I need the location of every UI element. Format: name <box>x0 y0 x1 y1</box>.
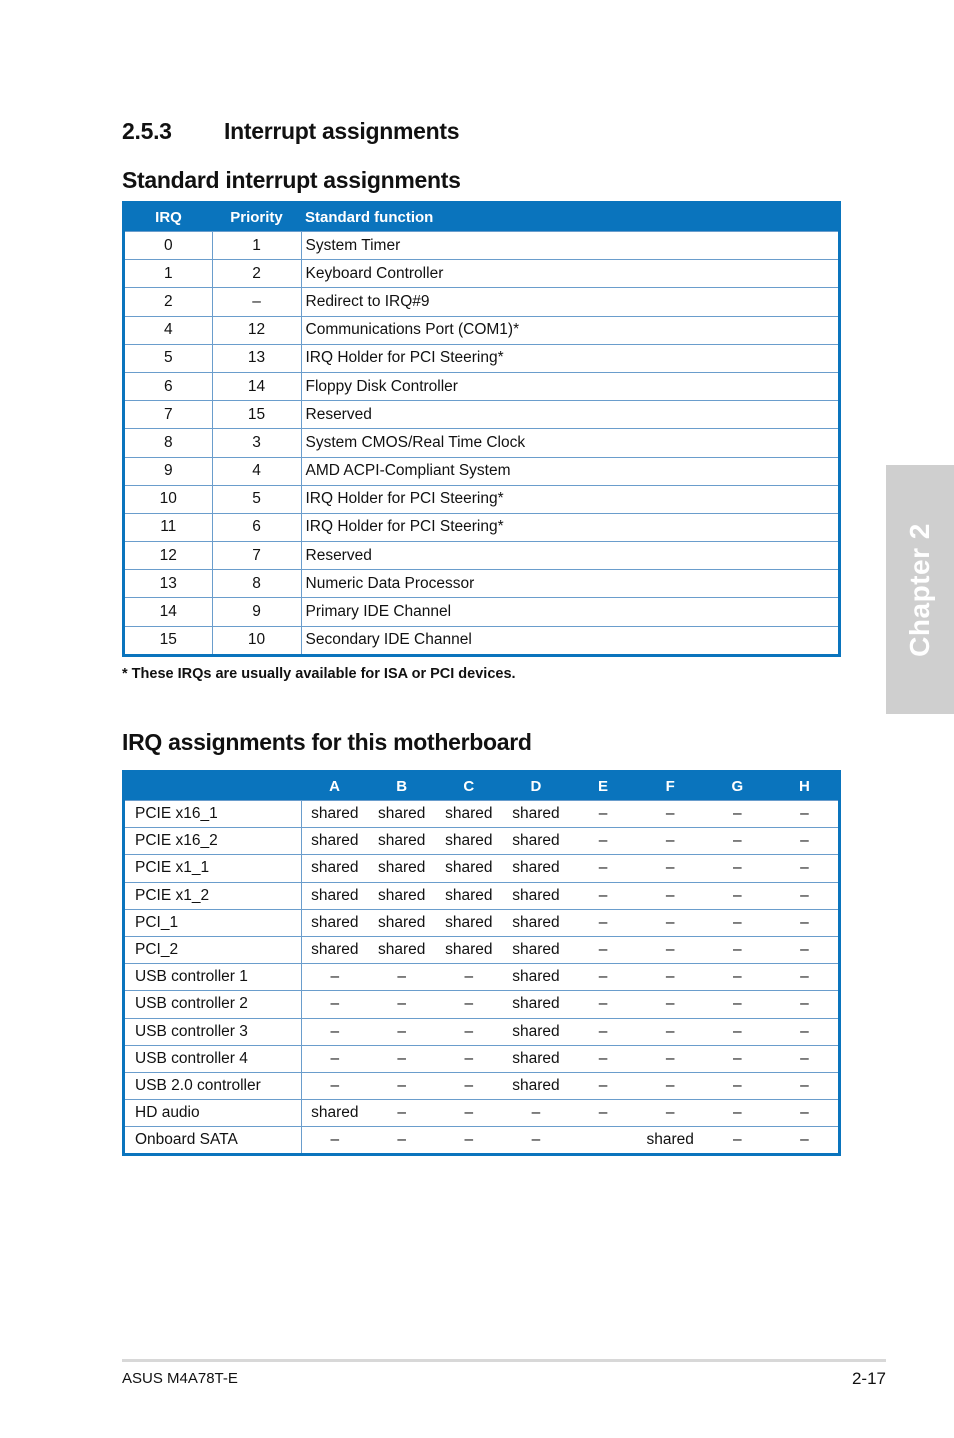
irq-value-cell: – <box>570 1045 637 1072</box>
irq-value-cell: shared <box>368 801 435 828</box>
irq-value-cell: shared <box>637 1127 704 1154</box>
irq-value-cell: – <box>502 1100 569 1127</box>
irq-value-cell: – <box>570 801 637 828</box>
header-col-a: A <box>301 773 368 801</box>
irq-value-cell: shared <box>502 991 569 1018</box>
irq-value-cell: – <box>771 855 838 882</box>
table-row <box>125 542 838 570</box>
device-cell: PCIE x1_2 <box>125 882 301 909</box>
irq-value-cell: shared <box>502 828 569 855</box>
irq-value-cell: – <box>435 991 502 1018</box>
priority-cell: – <box>212 288 301 316</box>
irq-value-cell: – <box>570 1072 637 1099</box>
section-title: Interrupt assignments <box>224 118 460 144</box>
table-row <box>125 344 838 372</box>
device-cell: PCIE x16_2 <box>125 828 301 855</box>
irq-cell: 12 <box>125 542 212 570</box>
table-row <box>125 991 838 1018</box>
motherboard-heading: IRQ assignments for this motherboard <box>122 729 532 755</box>
device-cell: HD audio <box>125 1100 301 1127</box>
device-cell: USB 2.0 controller <box>125 1072 301 1099</box>
table-row <box>125 882 838 909</box>
section-heading <box>122 118 459 145</box>
device-cell: PCI_2 <box>125 936 301 963</box>
priority-cell: 7 <box>212 542 301 570</box>
header-col-b: B <box>368 773 435 801</box>
irq-value-cell: – <box>637 936 704 963</box>
irq-value-cell: shared <box>368 882 435 909</box>
table-row <box>125 626 838 654</box>
table-row <box>125 372 838 400</box>
irq-value-cell: shared <box>368 936 435 963</box>
irq-cell: 7 <box>125 401 212 429</box>
header-col-h: H <box>771 773 838 801</box>
irq-value-cell: – <box>771 936 838 963</box>
irq-value-cell: shared <box>435 855 502 882</box>
priority-cell: 1 <box>212 232 301 260</box>
irq-value-cell: shared <box>502 1045 569 1072</box>
priority-cell: 8 <box>212 570 301 598</box>
table-row <box>125 828 838 855</box>
device-cell: PCIE x16_1 <box>125 801 301 828</box>
irq-value-cell: – <box>637 1072 704 1099</box>
priority-cell: 5 <box>212 485 301 513</box>
priority-cell: 10 <box>212 626 301 654</box>
irq-value-cell: – <box>704 964 771 991</box>
table-row <box>125 909 838 936</box>
header-irq: IRQ <box>125 204 212 232</box>
irq-value-cell: shared <box>368 855 435 882</box>
function-cell: Keyboard Controller <box>301 260 838 288</box>
irq-value-cell: – <box>435 1018 502 1045</box>
irq-value-cell: shared <box>502 801 569 828</box>
irq-value-cell: – <box>368 991 435 1018</box>
irq-value-cell: – <box>771 828 838 855</box>
irq-value-cell: shared <box>301 909 368 936</box>
table-row <box>125 260 838 288</box>
irq-cell: 9 <box>125 457 212 485</box>
function-cell: System Timer <box>301 232 838 260</box>
irq-cell: 1 <box>125 260 212 288</box>
irq-value-cell: shared <box>301 801 368 828</box>
irq-value-cell: – <box>704 909 771 936</box>
irq-value-cell: – <box>637 1100 704 1127</box>
irq-value-cell: – <box>435 964 502 991</box>
irq-value-cell: – <box>771 991 838 1018</box>
function-cell: Numeric Data Processor <box>301 570 838 598</box>
device-cell: USB controller 4 <box>125 1045 301 1072</box>
chapter-tab-label: Chapter 2 <box>904 522 935 657</box>
irq-value-cell: – <box>771 1072 838 1099</box>
function-cell: Communications Port (COM1)* <box>301 316 838 344</box>
table-row <box>125 1018 838 1045</box>
table-row <box>125 288 838 316</box>
irq-value-cell: – <box>771 1100 838 1127</box>
priority-cell: 15 <box>212 401 301 429</box>
priority-cell: 6 <box>212 513 301 541</box>
irq-value-cell: – <box>301 964 368 991</box>
irq-value-cell: – <box>637 882 704 909</box>
device-cell: Onboard SATA <box>125 1127 301 1154</box>
irq-value-cell: – <box>637 801 704 828</box>
irq-value-cell: – <box>368 964 435 991</box>
table-row <box>125 1100 838 1127</box>
irq-value-cell: – <box>435 1127 502 1154</box>
footer-page-number: 2-17 <box>851 1369 886 1388</box>
irq-value-cell: – <box>704 936 771 963</box>
table-row <box>125 598 838 626</box>
footer-divider <box>122 1359 886 1362</box>
header-col-e: E <box>570 773 637 801</box>
table-row <box>125 401 838 429</box>
priority-cell: 12 <box>212 316 301 344</box>
irq-value-cell: – <box>704 1018 771 1045</box>
irq-value-cell: – <box>502 1127 569 1154</box>
function-cell: Reserved <box>301 401 838 429</box>
irq-value-cell: – <box>637 1018 704 1045</box>
irq-value-cell: – <box>704 1072 771 1099</box>
irq-value-cell: – <box>704 882 771 909</box>
section-number: 2.5.3 <box>122 118 172 144</box>
irq-value-cell: – <box>771 801 838 828</box>
irq-value-cell: – <box>301 991 368 1018</box>
irq-value-cell: – <box>435 1045 502 1072</box>
table-row <box>125 1072 838 1099</box>
table-row <box>125 232 838 260</box>
irq-value-cell: shared <box>435 828 502 855</box>
irq-value-cell: – <box>570 991 637 1018</box>
function-cell: Primary IDE Channel <box>301 598 838 626</box>
irq-value-cell: shared <box>435 882 502 909</box>
irq-value-cell: – <box>570 828 637 855</box>
irq-value-cell: – <box>570 964 637 991</box>
irq-value-cell: – <box>771 1045 838 1072</box>
irq-value-cell: shared <box>368 909 435 936</box>
function-cell: AMD ACPI-Compliant System <box>301 457 838 485</box>
irq-value-cell: – <box>771 882 838 909</box>
irq-value-cell: – <box>704 828 771 855</box>
standard-interrupt-table <box>122 201 841 657</box>
irq-value-cell: shared <box>301 828 368 855</box>
header-device <box>125 773 301 801</box>
irq-value-cell: – <box>570 1018 637 1045</box>
irq-cell: 4 <box>125 316 212 344</box>
irq-value-cell <box>570 1127 637 1154</box>
table-row <box>125 964 838 991</box>
irq-value-cell: shared <box>435 801 502 828</box>
irq-value-cell: – <box>771 909 838 936</box>
function-cell: System CMOS/Real Time Clock <box>301 429 838 457</box>
chapter-tab <box>886 465 954 714</box>
header-col-d: D <box>502 773 569 801</box>
irq-cell: 11 <box>125 513 212 541</box>
irq-value-cell: – <box>570 1100 637 1127</box>
irq-value-cell: – <box>637 1045 704 1072</box>
irq-value-cell: shared <box>368 828 435 855</box>
irq-value-cell: shared <box>502 936 569 963</box>
irq-value-cell: – <box>637 828 704 855</box>
table-row <box>125 513 838 541</box>
device-cell: PCIE x1_1 <box>125 855 301 882</box>
priority-cell: 3 <box>212 429 301 457</box>
irq-value-cell: – <box>570 909 637 936</box>
header-col-f: F <box>637 773 704 801</box>
priority-cell: 2 <box>212 260 301 288</box>
table-row <box>125 855 838 882</box>
function-cell: IRQ Holder for PCI Steering* <box>301 344 838 372</box>
standard-heading: Standard interrupt assignments <box>122 167 461 193</box>
irq-value-cell: shared <box>502 1018 569 1045</box>
table-row <box>125 570 838 598</box>
irq-footnote: * These IRQs are usually available for ISA or PCI devices. <box>122 666 516 682</box>
priority-cell: 14 <box>212 372 301 400</box>
table-row <box>125 1127 838 1154</box>
function-cell: IRQ Holder for PCI Steering* <box>301 513 838 541</box>
irq-value-cell: – <box>704 991 771 1018</box>
irq-value-cell: – <box>435 1100 502 1127</box>
irq-value-cell: – <box>637 964 704 991</box>
irq-cell: 14 <box>125 598 212 626</box>
priority-cell: 9 <box>212 598 301 626</box>
irq-value-cell: shared <box>502 964 569 991</box>
irq-value-cell: – <box>570 882 637 909</box>
irq-value-cell: – <box>704 855 771 882</box>
irq-value-cell: – <box>368 1072 435 1099</box>
header-function: Standard function <box>301 204 838 232</box>
irq-value-cell: shared <box>502 1072 569 1099</box>
header-col-c: C <box>435 773 502 801</box>
table-row <box>125 316 838 344</box>
header-priority: Priority <box>212 204 301 232</box>
irq-value-cell: shared <box>435 909 502 936</box>
irq-value-cell: – <box>704 801 771 828</box>
table-row <box>125 485 838 513</box>
irq-value-cell: – <box>704 1100 771 1127</box>
irq-cell: 8 <box>125 429 212 457</box>
footer-model: ASUS M4A78T-E <box>122 1370 238 1387</box>
irq-cell: 10 <box>125 485 212 513</box>
function-cell: IRQ Holder for PCI Steering* <box>301 485 838 513</box>
irq-value-cell: – <box>368 1045 435 1072</box>
irq-value-cell: shared <box>502 909 569 936</box>
table-row <box>125 429 838 457</box>
irq-value-cell: shared <box>301 936 368 963</box>
function-cell: Secondary IDE Channel <box>301 626 838 654</box>
irq-value-cell: – <box>704 1127 771 1154</box>
irq-value-cell: – <box>301 1045 368 1072</box>
table-row <box>125 1045 838 1072</box>
irq-value-cell: shared <box>502 855 569 882</box>
irq-value-cell: – <box>570 936 637 963</box>
table-row <box>125 936 838 963</box>
table-row <box>125 457 838 485</box>
irq-cell: 0 <box>125 232 212 260</box>
irq-value-cell: shared <box>502 882 569 909</box>
irq-cell: 13 <box>125 570 212 598</box>
irq-cell: 2 <box>125 288 212 316</box>
irq-value-cell: – <box>771 964 838 991</box>
irq-value-cell: – <box>435 1072 502 1099</box>
device-cell: USB controller 3 <box>125 1018 301 1045</box>
irq-cell: 6 <box>125 372 212 400</box>
table-row <box>125 801 838 828</box>
header-col-g: G <box>704 773 771 801</box>
irq-value-cell: – <box>637 855 704 882</box>
irq-cell: 5 <box>125 344 212 372</box>
function-cell: Redirect to IRQ#9 <box>301 288 838 316</box>
irq-value-cell: – <box>368 1100 435 1127</box>
motherboard-irq-table <box>122 770 841 1156</box>
irq-value-cell: shared <box>301 855 368 882</box>
irq-value-cell: – <box>637 991 704 1018</box>
irq-value-cell: – <box>704 1045 771 1072</box>
priority-cell: 13 <box>212 344 301 372</box>
irq-value-cell: – <box>301 1018 368 1045</box>
device-cell: PCI_1 <box>125 909 301 936</box>
irq-value-cell: – <box>301 1072 368 1099</box>
irq-value-cell: shared <box>435 936 502 963</box>
irq-value-cell: – <box>771 1018 838 1045</box>
priority-cell: 4 <box>212 457 301 485</box>
irq-value-cell: – <box>368 1018 435 1045</box>
irq-value-cell: – <box>570 855 637 882</box>
irq-value-cell: shared <box>301 882 368 909</box>
function-cell: Reserved <box>301 542 838 570</box>
device-cell: USB controller 1 <box>125 964 301 991</box>
irq-value-cell: shared <box>301 1100 368 1127</box>
device-cell: USB controller 2 <box>125 991 301 1018</box>
irq-value-cell: – <box>637 909 704 936</box>
irq-value-cell: – <box>771 1127 838 1154</box>
function-cell: Floppy Disk Controller <box>301 372 838 400</box>
irq-cell: 15 <box>125 626 212 654</box>
irq-value-cell: – <box>301 1127 368 1154</box>
irq-value-cell: – <box>368 1127 435 1154</box>
